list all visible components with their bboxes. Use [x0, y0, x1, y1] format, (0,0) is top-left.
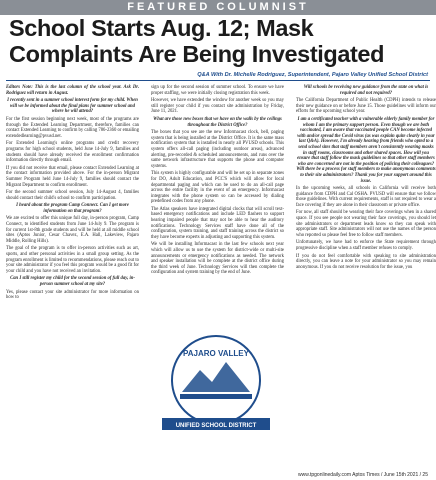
footer-text: www.tpgonlinedaily.com Aptos Times / June 15th 2021 / 25	[298, 472, 428, 478]
paragraph: The California Department of Public Health (CDPH) intends to release their new guidance on or before June 15. Those guidelines will inform our efforts for the upcoming school year.	[296, 98, 436, 115]
paragraph: The goal of the program is to offer in-person activities such as art, sports, and other personal activities in a small group setting. As the program enrollment is limited to recommendations, please reach out to your site administrator if you feel this program would be a good fit for your child and you have not received an invitation.	[6, 246, 139, 274]
paragraph: Yes, please contact your site administrator for more information on how to	[6, 289, 139, 301]
page-footer	[0, 472, 436, 478]
paragraph: The boxes that you see are the new Informacast clock, bell, paging system that is being installed at the District Office. It is the same mass notification system that is installed in nearly all PVUSD schools. This system offers all-call paging (including outdoor areas), advanced alerting, pre-recorded & scheduled announcements, and runs over the same network infrastructure that supports the phone and computer systems.	[151, 130, 284, 169]
paragraph: For Extended Learning's online programs and credit recovery programs for high school students, held June 14-July 9, families and students should have already received the enrollment confirmation information directly through email.	[6, 141, 139, 164]
question: I heard about the program Camp Connect. Can I get more information on that program?	[16, 203, 129, 214]
column-1	[6, 85, 139, 303]
paragraph: For the first session beginning next week, most of the programs are through the Extended Learning Department, therefore, families can contact Extended Learning to confirm by calling 786-2360 or emailing extendedlearning@pvusd.net.	[6, 116, 139, 139]
paragraph: If you did not receive that email, please contact Extended Learning at the contact information provided above. For the in-person Migrant Summer Program held June 14-July 9, families should contact the Migrant Department to confirm enrollment.	[6, 165, 139, 188]
byline-rule	[6, 80, 430, 81]
district-logo	[152, 330, 280, 442]
paragraph: The Atlas speakers have integrated digital clocks that will scroll text-based emergency notifications and include LED flashers to support hearing impaired people that may not be able to hear the auditory notifications. Technology Services staff have done all of the configuration, system training, and staff training across the district so they have become experts in adjusting and supporting this system.	[151, 206, 284, 240]
logo-text-top: PAJARO VALLEY	[183, 349, 249, 358]
paragraph: For now, all staff should be wearing their face coverings when in a shared space. If you see people not wearing their face coverings, you should let site administrators or department leads know so they can speak with appropriate staff. Site administrators will not use the names of the person who reported so please feel free to follow staff members.	[296, 210, 436, 238]
paragraph: sign up for the second session of summer school. To ensure we have proper staffing, we were initially closing registration this week.	[151, 85, 284, 96]
editors-note: Editors Note: This is the last column of the school year. Ask Dr. Rodriguez will return in August.	[6, 85, 139, 96]
question: I am a certificated teacher with a vulnerable elderly family member for whom I am the primary support person. Even though we are both vaccinated, I am aware that vaccinated people CAN become infected with and/or spread the Covid virus (as was explain quite clearly in your last Q&A). However, I'm already hearing from friends who opted to a send school sites that staff members aren't consistently wearing masks in staff rooms, classrooms and other shared spaces. How will you ensure that staff follow the mask guidelines so that other staff members who are concerned are not in the position of policing their colleagues? Will there be a process for staff members to make anonymous comments to their site administrators? Thank you for your support around this issue.	[296, 116, 436, 184]
question: What are those new boxes that we have on the walls by the ceilings throughout the District Office?	[153, 116, 282, 128]
headline-line-1: School Starts Aug. 12; Mask	[9, 15, 314, 41]
question: Can I still register my child for the second session of full day, in-person summer school at my site?	[10, 276, 135, 287]
paragraph: We are excited to offer this unique full day, in-person program, Camp Connect, to identified students from June 14-July 9. The program is for current 1st-8th grade students and will be held at all middle school sites (Aptos Junior, Cesar Chavez, E.A. Hall, Lakeview, Pajaro Middle, Rolling Hills).	[6, 216, 139, 244]
byline: Q&A With Dr. Michelle Rodriguez, Superintendent, Pajaro Valley Unified School District	[197, 72, 428, 78]
paragraph: In the upcoming weeks, all schools in California will receive both guidance from CDPH and Cal OSHA. PVUSD will ensure that we follow those guidelines. With current requirements, staff is not required to wear a face covering if they are alone in their classroom or private office.	[296, 186, 436, 208]
paragraph: However, we have extended the window for another week so you may still register your child if you contact site administration by Friday, June 11, 2021.	[151, 98, 284, 115]
paragraph: If you do not feel comfortable with speaking to site administration directly, you can leave a note for your administrator so you may remain anonymous. If you do not receive resolution for the issue, you	[296, 253, 436, 270]
question: I recently sent in a summer school interest form for my child. When will we be informed about the final plans for summer school and where he will attend?	[7, 98, 138, 115]
column-2	[151, 85, 284, 278]
paragraph: For the second summer school session, July 14-August 4, families should contact their child's school to confirm participation.	[6, 190, 139, 201]
logo-text-bottom: UNIFIED SCHOOL DISTRICT	[175, 423, 257, 429]
question: Will schools be receiving new guidance from the state on what is required and not required?	[303, 85, 429, 96]
headline	[9, 15, 429, 67]
column-3	[296, 85, 436, 272]
section-banner: FEATURED COLUMNIST	[0, 0, 436, 15]
paragraph: This system is highly configurable and will be set up in separate zones for DO, Adult Education, and PCC'S which will allow for local departmental paging and which can be used to do an all-call page across the entire facility in the event of an emergency. Informacast integrates with the phone system so can be accessed by dialing predefined codes from any phone.	[151, 171, 284, 205]
paragraph: Unfortunately, we have had to enforce the State requirement through progressive discipline when a staff member refuses to comply.	[296, 240, 436, 252]
headline-line-2: Complaints Are Being Investigated	[9, 41, 385, 67]
paragraph: We will be installing Informacast in the last few schools next year which will allow us to use the system for district-wide or multi-site announcements or emergency notifications as needed. The network and speaker installation will be complete at the district office during the third week of June. Technology Services will then complete the configuration and system training by the end of June.	[151, 242, 284, 276]
